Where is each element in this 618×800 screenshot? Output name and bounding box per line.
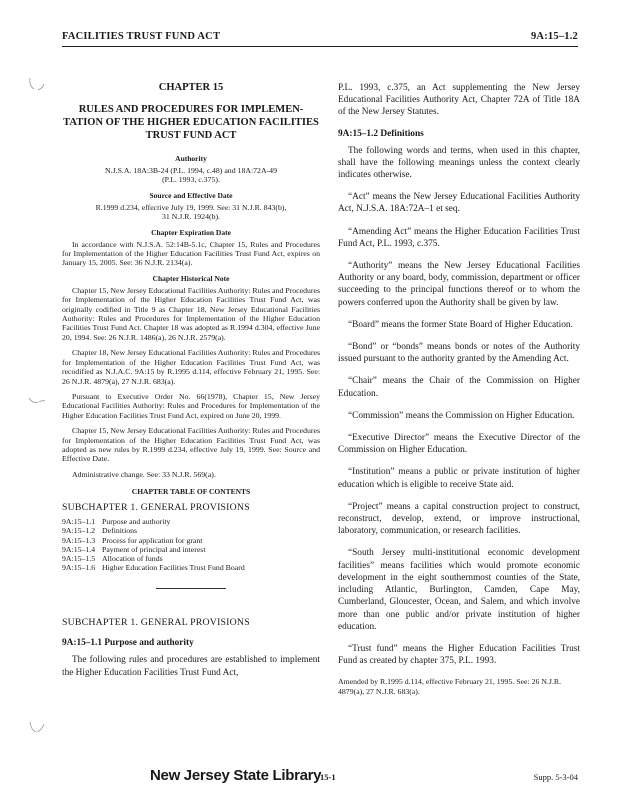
chapter-title: CHAPTER 15: [158, 82, 224, 93]
definition-paragraph: “Act” means the New Jersey Educational Facilities Authority Act, N.J.S.A. 18A:72A–1 et seq.: [338, 192, 580, 215]
left-column: [62, 82, 320, 689]
continuation-text: P.L. 1993, c.375, an Act supplementing the New Jersey Educational Facilities Authority Act, Chapter 72A of Title 18A of the New Jersey Statutes.: [338, 83, 580, 118]
definition-paragraph: “Authority” means the New Jersey Educational Facilities Authority or any board, body, commission, department or officer succeeding to the principal functions thereof or to whom the powers conferred upon the Authority shall be given by law.: [338, 261, 580, 308]
section-heading: 9A:15–1.2 Definitions: [338, 128, 424, 139]
section-text: The following rules and procedures are established to implement the Higher Education Facilities Trust Fund Act,: [62, 655, 320, 678]
expiration-text: In accordance with N.J.S.A. 52:14B-5.1c, Chapter 15, Rules and Procedures for Implementation of the Higher Education Facilities Trust Fund Act, expires on January 15, 2005. See: 36 N.J.R. 2134(a).: [62, 239, 320, 268]
header-title: FACILITIES TRUST FUND ACT: [62, 31, 221, 42]
punch-mark-icon: [28, 392, 46, 410]
definition-paragraph: “Project” means a capital construction project to construct, reconstruct, develop, extend, or improve instructional, laboratory, communication, or research facilities.: [338, 501, 580, 537]
header-section-number: 9A:15–1.2: [530, 31, 578, 42]
amendment-note: Amended by R.1995 d.114, effective February 21, 1995. See: 26 N.J.R. 4879(a), 27 N.J.R. 683(a).: [338, 677, 562, 696]
toc-item[interactable]: 9A:15–1.5 Allocation of funds: [62, 553, 163, 563]
history-heading: Chapter Historical Note: [152, 273, 230, 283]
punch-mark-icon: [28, 718, 46, 736]
toc-item[interactable]: 9A:15–1.6 Higher Education Facilities Trust Fund Board: [62, 563, 245, 573]
definition-paragraph: “Board” means the former State Board of Higher Education.: [348, 319, 573, 330]
toc-item[interactable]: 9A:15–1.1 Purpose and authority: [62, 517, 171, 527]
history-paragraph: Administrative change. See: 33 N.J.R. 569(a).: [72, 469, 216, 479]
history-paragraph: Chapter 15, New Jersey Educational Facilities Authority: Rules and Procedures for Implementation of the Higher Education Facilities Trust Fund Act, was originally codified in Title 9 as Chapter 18, New Jersey Educational Facilities Authority: Rules and Procedures for Implementation of the Higher Education Facilities Trust Fund Act. Chapter 18 was adopted as R.1994 d.304, effective June 20, 1994. See: 26 N.J.R. 1486(a), 26 N.J.R. 2579(a).: [62, 285, 320, 342]
supplement-date: Supp. 5-3-04: [533, 772, 578, 782]
chapter-subtitle: RULES AND PROCEDURES FOR IMPLEMEN-TATION OF THE HIGHER EDUCATION FACILITIES TRUST FUND ACT: [63, 104, 319, 141]
right-column: [338, 82, 580, 696]
expiration-heading: Chapter Expiration Date: [151, 227, 231, 237]
history-paragraph: Pursuant to Executive Order No. 66(1978), Chapter 15, New Jersey Educational Facilities Authority: Rules and Procedures for Implementation of the Higher Education Facilities Trust Fund Act, expired on June 20, 1999.: [62, 391, 320, 420]
definition-paragraph: “Chair” means the Chair of the Commission on Higher Education.: [338, 376, 580, 399]
history-paragraph: Chapter 18, New Jersey Educational Facilities Authority: Rules and Procedures for Implementation of the Higher Education Facilities Trust Fund Act, was recodified as N.J.A.C. 9A:15 by R.1995 d.114, effective February 21, 1995. See: 26 N.J.R. 4879(a), 27 N.J.R. 683(a).: [62, 348, 320, 386]
toc-item[interactable]: 9A:15–1.2 Definitions: [62, 526, 138, 536]
toc-heading: CHAPTER TABLE OF CONTENTS: [131, 487, 251, 497]
running-header: [62, 26, 578, 47]
page-number: 15-1: [320, 772, 336, 782]
definition-paragraph: The following words and terms, when used in this chapter, shall have the following meanings unless the context clearly indicates otherwise.: [338, 145, 580, 181]
definition-paragraph: “Executive Director” means the Executive Director of the Commission on Higher Education.: [338, 433, 580, 456]
toc-subchapter: SUBCHAPTER 1. GENERAL PROVISIONS: [62, 502, 250, 514]
authority-heading: Authority: [175, 154, 207, 163]
definition-paragraph: “Commission” means the Commission on Higher Education.: [348, 410, 575, 421]
toc-item[interactable]: 9A:15–1.3 Process for application for grant: [62, 535, 203, 545]
section-divider: [156, 588, 226, 589]
toc-list: [62, 517, 320, 572]
subchapter-heading: SUBCHAPTER 1. GENERAL PROVISIONS: [62, 617, 250, 629]
library-stamp: New Jersey State Library: [150, 767, 322, 784]
punch-mark-icon: [28, 76, 46, 94]
source-heading: Source and Effective Date: [149, 190, 233, 200]
section-heading: 9A:15–1.1 Purpose and authority: [62, 638, 194, 649]
definition-paragraph: “Bond” or “bonds” means bonds or notes of the Authority issued pursuant to the authority granted by the Amending Act.: [338, 342, 580, 365]
history-paragraph: Chapter 15, New Jersey Educational Facilities Authority: Rules and Procedures for Implementation of the Higher Education Facilities Trust Fund Act, was adopted as new rules by R.1999 d.234, effective July 19, 1999. See: Source and Effective Date.: [62, 426, 320, 464]
definition-paragraph: “South Jersey multi-institutional economic development facilities” means facilities which would promote economic development in the eight southernmost counties of the State, including Atlantic, Burlington, Camden, Cape May, Cumberland, Gloucester, Ocean, and Salem, and which involve more than one public and/or private institution of higher education.: [338, 548, 580, 632]
definition-paragraph: “Trust fund” means the Higher Education Facilities Trust Fund as created by chapter 375, P.L. 1993.: [338, 643, 580, 667]
definition-paragraph: “Amending Act” means the Higher Education Facilities Trust Fund Act, P.L. 1993, c.375.: [338, 226, 580, 249]
authority-text: N.J.S.A. 18A:3B-24 (P.L. 1994, c.48) and 18A:72A-49 (P.L. 1993, c.375).: [105, 166, 277, 185]
definition-paragraph: “Institution” means a public or private institution of higher education which is eligible to receive State aid.: [338, 467, 580, 490]
source-text: R.1999 d.234, effective July 19, 1999. See: 31 N.J.R. 843(b), 31 N.J.R. 1924(b).: [95, 202, 287, 222]
toc-item[interactable]: 9A:15–1.4 Payment of principal and interest: [62, 544, 206, 554]
